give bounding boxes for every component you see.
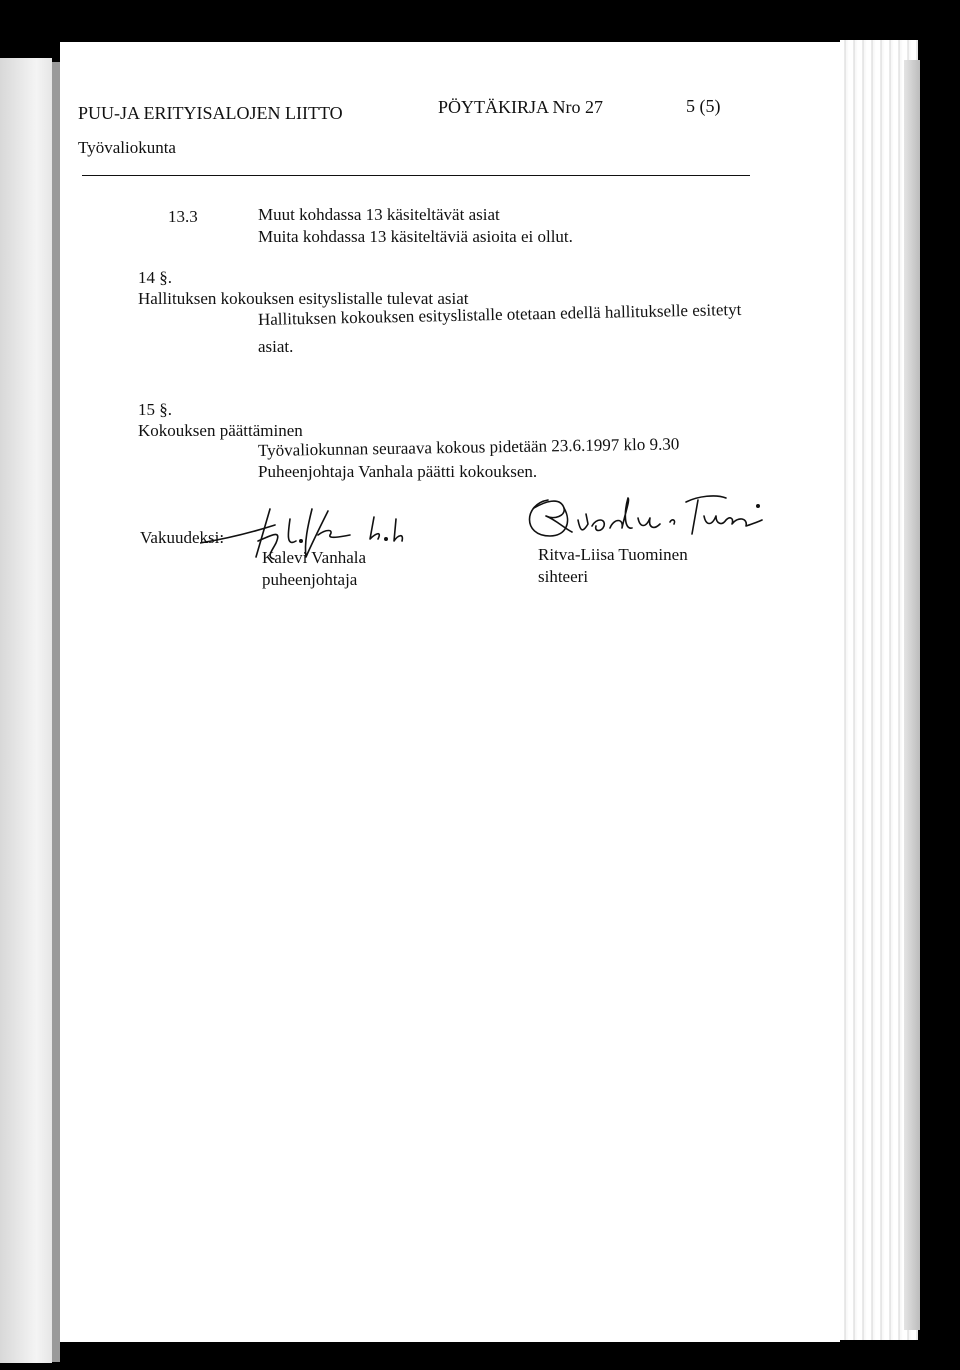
item-13-3-body: Muita kohdassa 13 käsiteltäviä asioita ei ollut. [258,227,573,246]
secretary-role: sihteeri [538,567,589,586]
left-page-strip [0,58,52,1363]
page-number: 5 (5) [686,96,721,116]
item-14-body-line2: asiat. [258,337,294,356]
header-divider [82,175,750,176]
attestation-label: Vakuudeksi: [140,528,225,547]
item-13-3-number: 13.3 [168,207,198,226]
committee-name: Työvaliokunta [78,138,176,157]
item-15-number: 15 §. [138,400,172,419]
item-15-title: Kokouksen päättäminen [138,421,303,440]
organization-name: PUU-JA ERITYISALOJEN LIITTO [78,103,343,123]
page-stack-shadow [904,60,920,1330]
item-14-title: Hallituksen kokouksen esityslistalle tulevat asiat [138,289,469,308]
chair-role: puheenjohtaja [262,570,358,589]
item-14-number: 14 §. [138,268,172,287]
secretary-signature [520,490,765,548]
item-14-body-line1: Hallituksen kokouksen esityslistalle otetaan edellä hallitukselle esitetyt [257,299,742,329]
document-title: PÖYTÄKIRJA Nro 27 [438,97,604,117]
item-15-body-line1: Työvaliokunnan seuraava kokous pidetään 23.6.1997 klo 9.30 [257,434,680,460]
chair-name: Kalevi Vanhala [262,548,367,567]
chair-signature [200,495,460,580]
item-13-3-title: Muut kohdassa 13 käsiteltävät asiat [258,205,500,224]
secretary-name: Ritva-Liisa Tuominen [538,545,688,564]
item-15-body-line2: Puheenjohtaja Vanhala päätti kokouksen. [258,462,538,481]
page-gutter-shadow [52,62,60,1362]
